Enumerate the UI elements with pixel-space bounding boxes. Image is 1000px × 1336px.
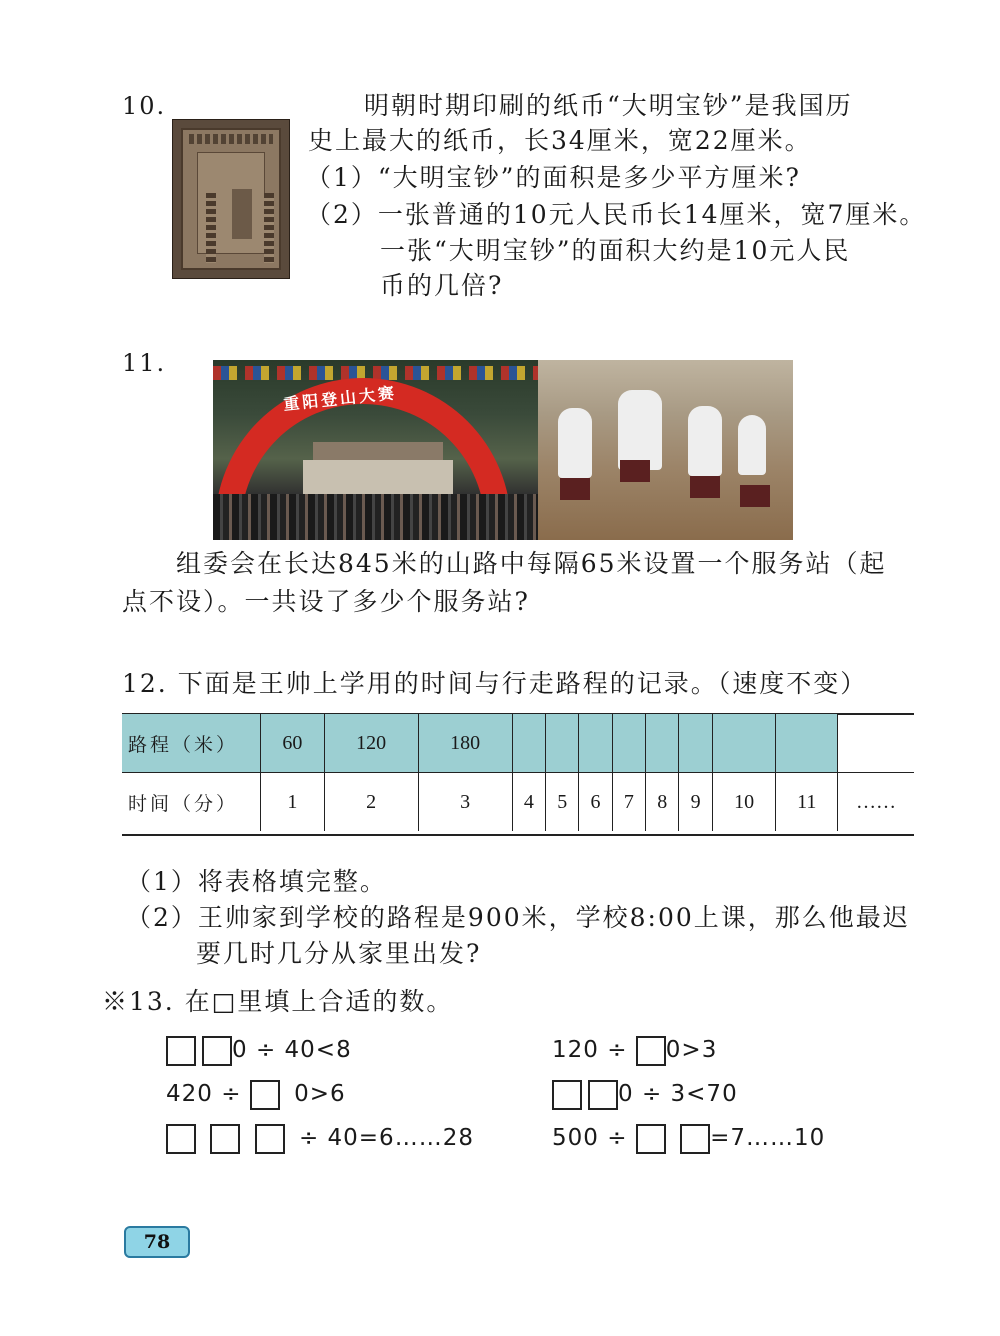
equation-6 [552,1120,825,1156]
answer-box[interactable] [255,1124,285,1154]
time-cell: 6 [579,773,612,832]
time-header: 时间（分） [128,792,239,815]
distance-cell [679,714,712,773]
time-cell: 9 [679,773,712,832]
equation-3 [166,1076,346,1112]
time-cell: 5 [546,773,579,832]
equation-text: 500 ÷ [552,1125,628,1151]
q10-sub1: （1）“大明宝钞”的面积是多少平方厘米? [306,163,801,192]
distance-cell [776,714,838,773]
answer-box[interactable] [636,1124,666,1154]
q12-sub2: （2）王帅家到学校的路程是900米，学校8:00上课，那么他最迟 [126,903,910,932]
equation-text: ÷ 40=6……28 [298,1125,474,1151]
q10-sub2: （2）一张普通的10元人民币长14厘米，宽7厘米。 [306,200,927,229]
q12-title: 12. 下面是王帅上学用的时间与行走路程的记录。（速度不变） [122,669,868,698]
race-banner-text: 重阳登山大赛 [282,383,398,414]
distance-cell [612,714,645,773]
q11-line1: 组委会在长达845米的山路中每隔65米设置一个服务站（起 [176,549,887,578]
distance-cell [546,714,579,773]
answer-box[interactable] [210,1124,240,1154]
q10-line1: 明朝时期印刷的纸币“大明宝钞”是我国历 [364,91,853,120]
q10-line2: 史上最大的纸币，长34厘米，宽22厘米。 [308,126,812,155]
time-cell: 3 [418,773,512,832]
equation-text: 420 ÷ [166,1081,242,1107]
distance-cell [646,714,679,773]
answer-box[interactable] [680,1124,710,1154]
equation-1 [166,1032,352,1068]
distance-cell [838,714,915,773]
time-cell: 8 [646,773,679,832]
distance-cell: 60 [261,714,325,773]
distance-header: 路程（米） [122,714,261,773]
equation-2 [552,1032,717,1068]
distance-cell: 120 [324,714,418,773]
equation-text: 0 ÷ 40<8 [232,1037,352,1063]
q11-number: 11. [122,349,167,377]
equation-text: 0>3 [665,1037,718,1063]
distance-cell [712,714,776,773]
equation-text: 0>6 [294,1081,346,1107]
q10-number: 10. [122,92,167,120]
q10-sub2b: 一张“大明宝钞”的面积大约是10元人民 [380,236,851,265]
page-number: 78 [124,1226,190,1258]
equation-text: =7……10 [710,1125,826,1151]
mountain-race-photo [213,360,793,540]
equation-4 [552,1076,738,1112]
time-cell: …… [838,773,915,832]
answer-box[interactable] [166,1036,196,1066]
distance-cell: 180 [418,714,512,773]
da-ming-bao-chao-banknote-image [172,119,290,279]
time-cell: 2 [324,773,418,832]
equation-text: 0 ÷ 3<70 [618,1081,738,1107]
time-cell: 7 [612,773,645,832]
q12-sub2b: 要几时几分从家里出发? [196,939,482,968]
q12-sub1: （1）将表格填完整。 [126,867,387,896]
answer-box[interactable] [552,1080,582,1110]
answer-box[interactable] [250,1080,280,1110]
answer-box[interactable] [636,1036,666,1066]
q11-line2: 点不设）。一共设了多少个服务站? [122,587,530,616]
equation-text: 120 ÷ [552,1037,628,1063]
distance-cell [579,714,612,773]
answer-box[interactable] [166,1124,196,1154]
distance-time-table [122,714,914,831]
time-row [122,773,914,832]
table-bottom-border [122,834,914,836]
distance-cell [512,714,545,773]
time-cell: 10 [712,773,776,832]
distance-row [122,714,914,773]
answer-box[interactable] [588,1080,618,1110]
q13-title: ※13. 在□里填上合适的数。 [102,987,454,1016]
q10-sub2c: 币的几倍? [380,271,504,300]
time-cell: 4 [512,773,545,832]
time-cell: 11 [776,773,838,832]
answer-box[interactable] [202,1036,232,1066]
equation-5 [166,1120,474,1156]
time-cell: 1 [261,773,325,832]
